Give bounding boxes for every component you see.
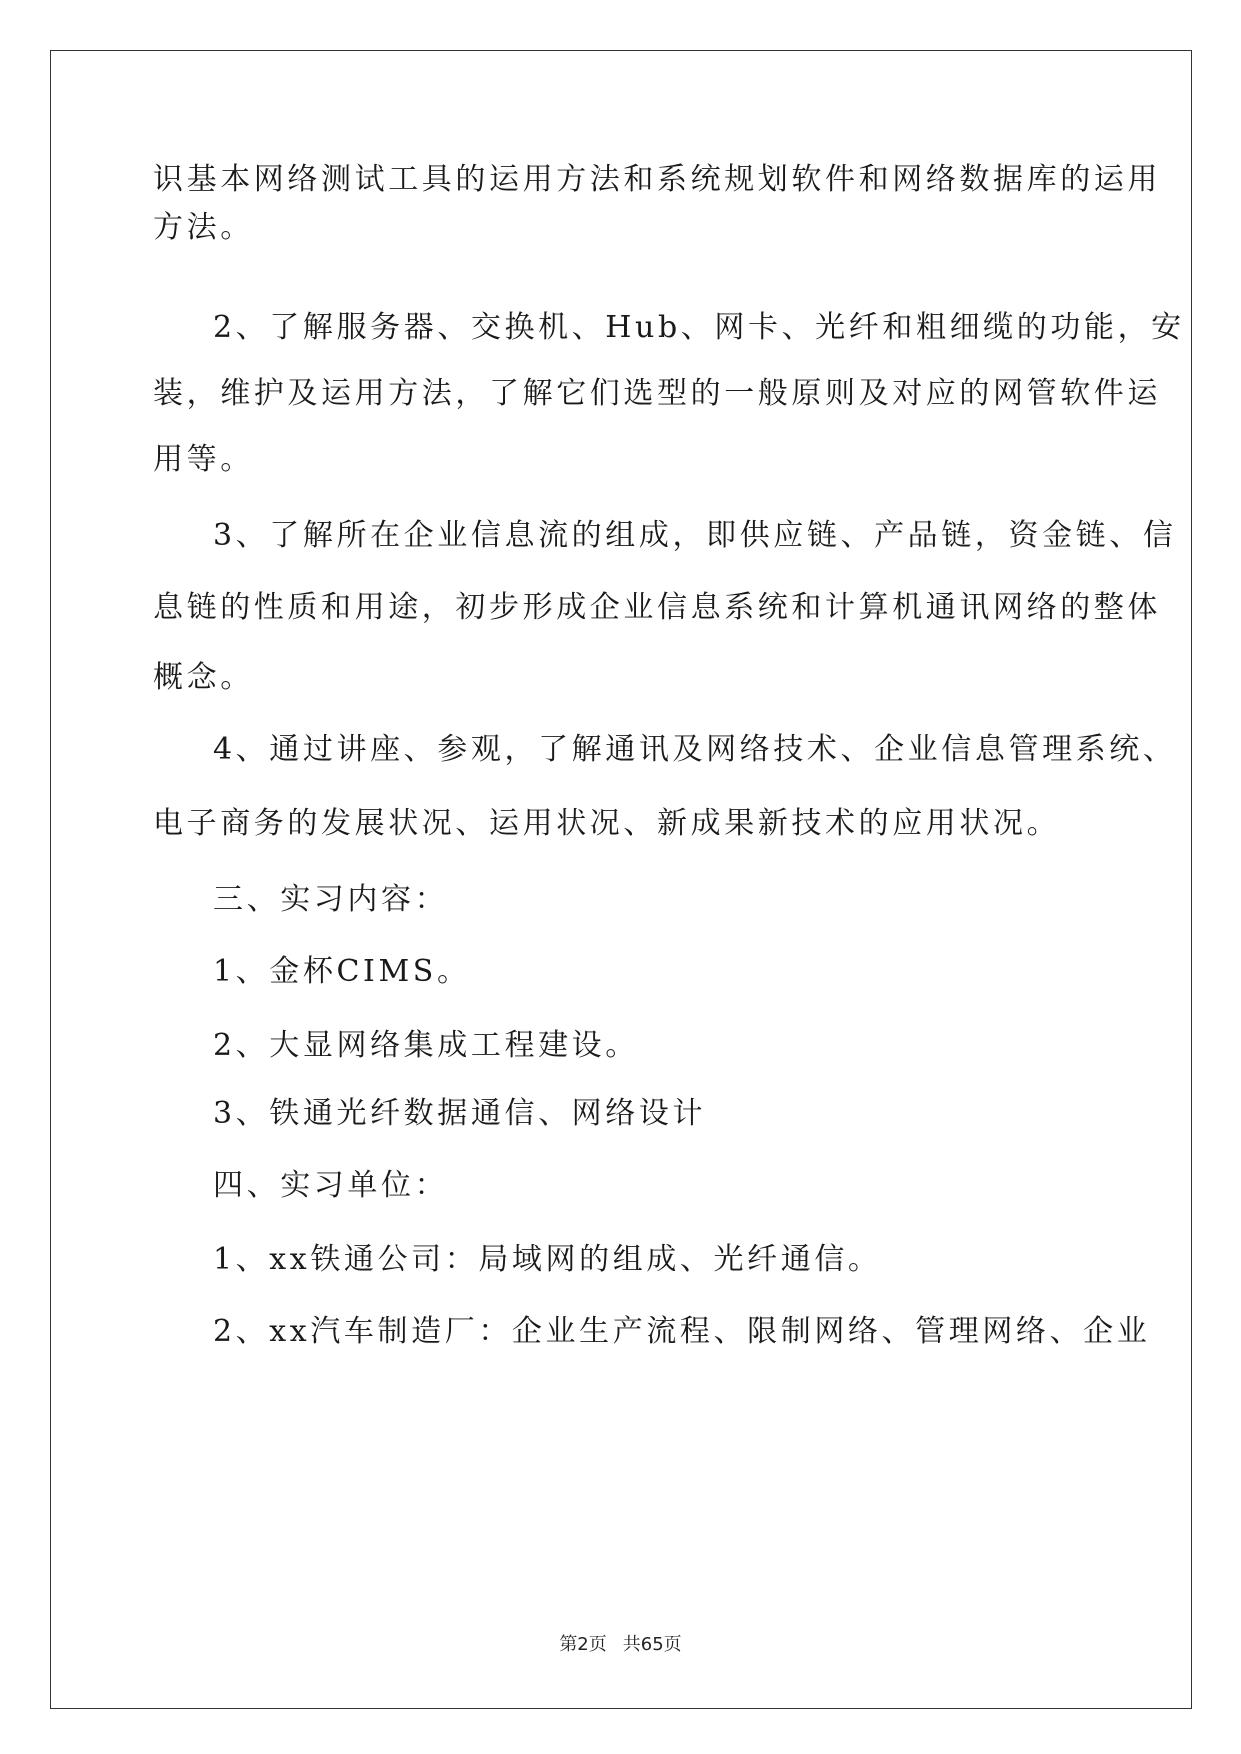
page-total: 共65页 — [622, 1634, 682, 1655]
list-item: 2、大显网络集成工程建设。 — [213, 1028, 639, 1063]
text-line: 电子商务的发展状况、运用状况、新成果新技术的应用状况。 — [153, 806, 1061, 841]
list-item: 3、铁通光纤数据通信、网络设计 — [213, 1096, 707, 1131]
text-line: 用等。 — [153, 442, 254, 477]
page-number: 第2页 — [559, 1634, 607, 1655]
section-heading: 四、实习单位： — [213, 1168, 449, 1203]
text-line: 息链的性质和用途，初步形成企业信息系统和计算机通讯网络的整体 — [153, 590, 1161, 625]
section-heading: 三、实习内容： — [213, 882, 449, 917]
text-line: 识基本网络测试工具的运用方法和系统规划软件和网络数据库的运用 — [153, 162, 1161, 197]
page-footer — [0, 1633, 1241, 1657]
text-line: 方法。 — [153, 210, 254, 245]
text-line: 2、了解服务器、交换机、Hub、网卡、光纤和粗细缆的功能，安 — [213, 310, 1185, 345]
list-item: 1、xx铁通公司：局域网的组成、光纤通信。 — [213, 1242, 882, 1277]
list-item: 1、金杯CIMS。 — [213, 954, 471, 989]
list-item: 2、xx汽车制造厂：企业生产流程、限制网络、管理网络、企业 — [213, 1314, 1151, 1349]
text-line: 装，维护及运用方法，了解它们选型的一般原则及对应的网管软件运 — [153, 376, 1161, 411]
text-line: 3、了解所在企业信息流的组成，即供应链、产品链，资金链、信 — [213, 518, 1177, 553]
text-line: 概念。 — [153, 660, 254, 695]
text-line: 4、通过讲座、参观，了解通讯及网络技术、企业信息管理系统、 — [213, 732, 1177, 767]
